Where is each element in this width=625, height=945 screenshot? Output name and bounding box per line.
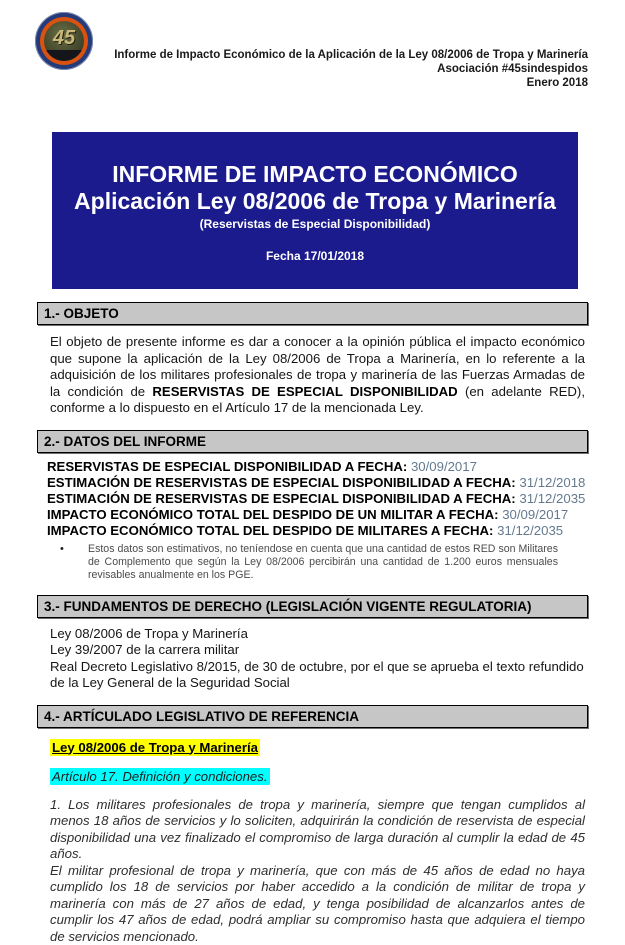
article-heading-highlighted: Artículo 17. Definición y condiciones. bbox=[50, 768, 270, 785]
law-reference-item: Real Decreto Legislativo 8/2015, de 30 de octubre, por el que se aprueba el texto refundido de la Ley General de la Seguridad Social bbox=[50, 659, 585, 692]
data-row-value: 31/12/2035 bbox=[497, 523, 563, 538]
logo-center bbox=[44, 21, 84, 61]
data-row-value: 31/12/2035 bbox=[519, 491, 585, 506]
article-heading-line bbox=[50, 768, 588, 786]
banner-subtitle: (Reservistas de Especial Disponibilidad) bbox=[52, 217, 578, 232]
header-association: Asociación #45sindespidos bbox=[114, 62, 588, 76]
report-data-list bbox=[47, 459, 588, 539]
section-1-header: 1.- OBJETO bbox=[37, 302, 588, 325]
law-reference-item: Ley 39/2007 de la carrera militar bbox=[50, 642, 585, 659]
law-reference-list bbox=[50, 626, 585, 692]
data-row-label: IMPACTO ECONÓMICO TOTAL DEL DESPIDO DE MILITARES A FECHA: bbox=[47, 523, 497, 538]
article-paragraph-2: El militar profesional de tropa y marinería, que con más de 45 años de edad no haya cumplido los 18 de servicios por haber accedido a la condición de militar de tropa y marinería con más de 27 años de edad, y tenga posibilidad de alcanzarlos antes de cumplir los 47 años de edad, podrá ampliar su compromiso hasta que adquiera el tiempo de servicios mencionado. bbox=[50, 863, 585, 945]
data-row-label: ESTIMACIÓN DE RESERVISTAS DE ESPECIAL DISPONIBILIDAD A FECHA: bbox=[47, 491, 519, 506]
estimation-note bbox=[60, 543, 558, 582]
data-row-label: RESERVISTAS DE ESPECIAL DISPONIBILIDAD A FECHA: bbox=[47, 459, 411, 474]
logo-number: 45 bbox=[53, 28, 75, 48]
data-row bbox=[47, 491, 588, 507]
section-1-text-bold: RESERVISTAS DE ESPECIAL DISPONIBILIDAD bbox=[152, 384, 457, 399]
estimation-note-text: Estos datos son estimativos, no teníendose en cuenta que una cantidad de estos RED son Militares de Complemento que según la Ley 08/2006 percibirán una cantidad de 1.200 euros mensuales revisables anualmente en los PGE. bbox=[88, 543, 558, 582]
data-row bbox=[47, 475, 588, 491]
banner-title-line1: INFORME DE IMPACTO ECONÓMICO bbox=[52, 161, 578, 188]
law-heading-highlighted: Ley 08/2006 de Tropa y Marinería bbox=[50, 739, 260, 756]
data-row-value: 30/09/2017 bbox=[411, 459, 477, 474]
section-1-paragraph bbox=[50, 334, 585, 417]
section-2-header: 2.- DATOS DEL INFORME bbox=[37, 430, 588, 453]
section-3-header: 3.- FUNDAMENTOS DE DERECHO (LEGISLACIÓN VIGENTE REGULATORIA) bbox=[37, 595, 588, 618]
header-text-block bbox=[114, 48, 588, 90]
data-row-value: 31/12/2018 bbox=[519, 475, 585, 490]
law-reference-item: Ley 08/2006 de Tropa y Marinería bbox=[50, 626, 585, 643]
banner-date: Fecha 17/01/2018 bbox=[52, 249, 578, 263]
section-1-text-before: El objeto de presente informe es dar a conocer a la opinión pública el impacto económico que supone la aplicación de la Ley 08/2006 de Tropa a Marinería, en lo referente a la adquisición de los militares profesionales de tropa y marinería de las Fuerzas Armadas de la condición de bbox=[50, 334, 585, 399]
data-row-label: IMPACTO ECONÓMICO TOTAL DEL DESPIDO DE UN MILITAR A FECHA: bbox=[47, 507, 502, 522]
data-row-value: 30/09/2017 bbox=[502, 507, 568, 522]
report-banner bbox=[52, 132, 578, 289]
section-1-text-after: (en adelante RED), conforme a lo dispuesto en el Artículo 17 de la mencionada Ley. bbox=[50, 384, 585, 416]
header-report-title: Informe de Impacto Económico de la Aplicación de la Ley 08/2006 de Tropa y Marinería bbox=[114, 48, 588, 62]
data-row bbox=[47, 507, 588, 523]
header-date: Enero 2018 bbox=[114, 76, 588, 90]
data-row bbox=[47, 459, 588, 475]
bullet-icon: • bbox=[60, 543, 88, 582]
association-logo-icon bbox=[35, 12, 93, 70]
section-4-header: 4.- ARTÍCULADO LEGISLATIVO DE REFERENCIA bbox=[37, 705, 588, 728]
data-row bbox=[47, 523, 588, 539]
law-heading-line bbox=[50, 739, 588, 757]
banner-title-line2: Aplicación Ley 08/2006 de Tropa y Marinería bbox=[52, 188, 578, 215]
data-row-label: ESTIMACIÓN DE RESERVISTAS DE ESPECIAL DISPONIBILIDAD A FECHA: bbox=[47, 475, 519, 490]
article-paragraph-1: 1. Los militares profesionales de tropa y marinería, siempre que tengan cumplidos al menos 18 años de servicios y lo soliciten, adquirirán la condición de reservista de especial disponibilidad una vez finalizado el compromiso de larga duración al cumplir la edad de 45 años. bbox=[50, 797, 585, 863]
logo-bottom-band bbox=[44, 50, 84, 61]
document-header bbox=[37, 12, 588, 120]
